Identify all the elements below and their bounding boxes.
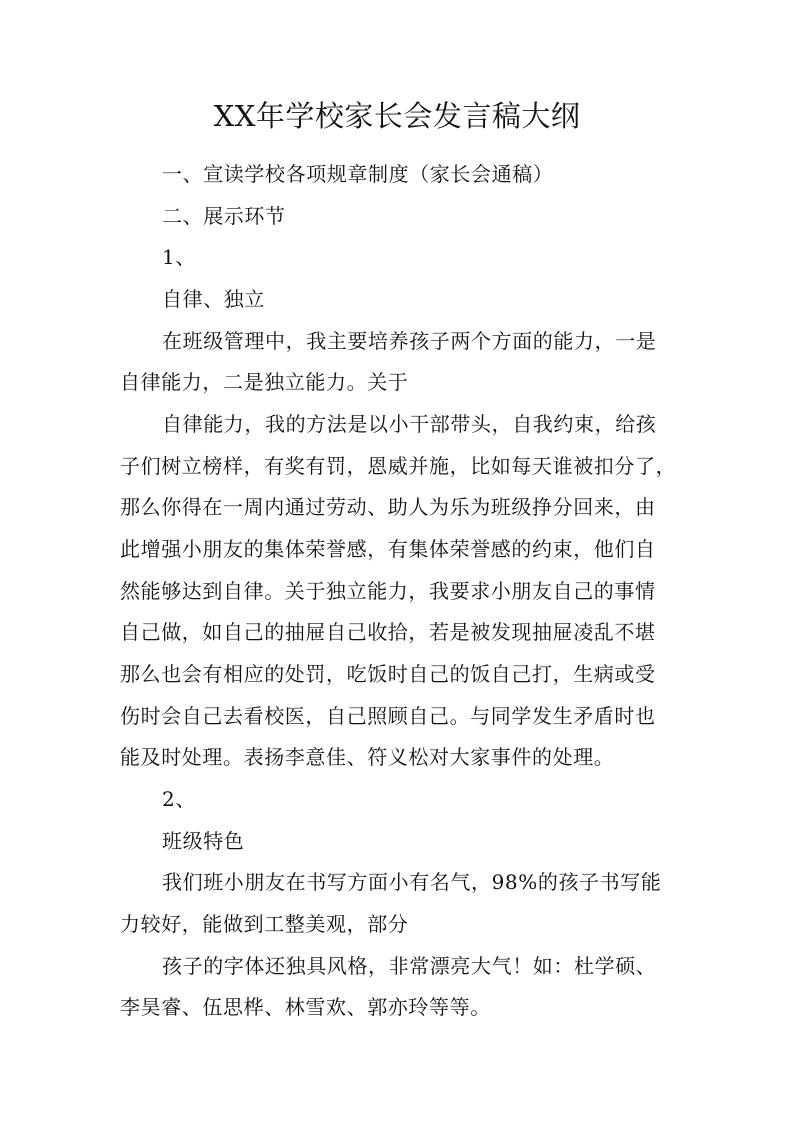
- section-heading: 二、展示环节: [162, 204, 286, 228]
- paragraph-line: 此增强小朋友的集体荣誉感，有集体荣誉感的约束，他们自: [120, 537, 656, 561]
- paragraph-line: 自律能力，我的方法是以小干部带头，自我约束，给孩: [162, 412, 657, 436]
- paragraph-line: 在班级管理中，我主要培养孩子两个方面的能力，一是: [162, 329, 657, 353]
- paragraph-line: 那么也会有相应的处罚，吃饭时自己的饭自己打，生病或受: [120, 662, 656, 686]
- item-number: 1、: [162, 245, 196, 269]
- paragraph-line: 伤时会自己去看校医，自己照顾自己。与同学发生矛盾时也: [120, 704, 656, 728]
- paragraph-line: 李昊睿、伍思桦、林雪欢、郭亦玲等等。: [120, 995, 491, 1019]
- subheading: 班级特色: [162, 829, 245, 853]
- section-heading: 一、宣读学校各项规章制度（家长会通稿）: [162, 162, 554, 186]
- paragraph-line: 我们班小朋友在书写方面小有名气，98%的孩子书写能: [162, 870, 662, 894]
- subheading: 自律、独立: [162, 287, 265, 311]
- item-number: 2、: [162, 787, 196, 811]
- document-title: XX年学校家长会发言稿大纲: [213, 99, 581, 133]
- paragraph-line: 自己做，如自己的抽屉自己收拾，若是被发现抽屉凌乱不堪: [120, 620, 656, 644]
- paragraph-line: 子们树立榜样，有奖有罚，恩威并施，比如每天谁被扣分了，: [120, 454, 677, 478]
- paragraph-line: 然能够达到自律。关于独立能力，我要求小朋友自己的事情: [120, 579, 656, 603]
- paragraph-line: 能及时处理。表扬李意佳、符义松对大家事件的处理。: [120, 745, 615, 769]
- paragraph-line: 力较好，能做到工整美观，部分: [120, 912, 409, 936]
- paragraph-line: 那么你得在一周内通过劳动、助人为乐为班级挣分回来，由: [120, 495, 656, 519]
- paragraph-line: 孩子的字体还独具风格，非常漂亮大气！如：杜学硕、: [162, 954, 657, 978]
- paragraph-line: 自律能力，二是独立能力。关于: [120, 370, 409, 394]
